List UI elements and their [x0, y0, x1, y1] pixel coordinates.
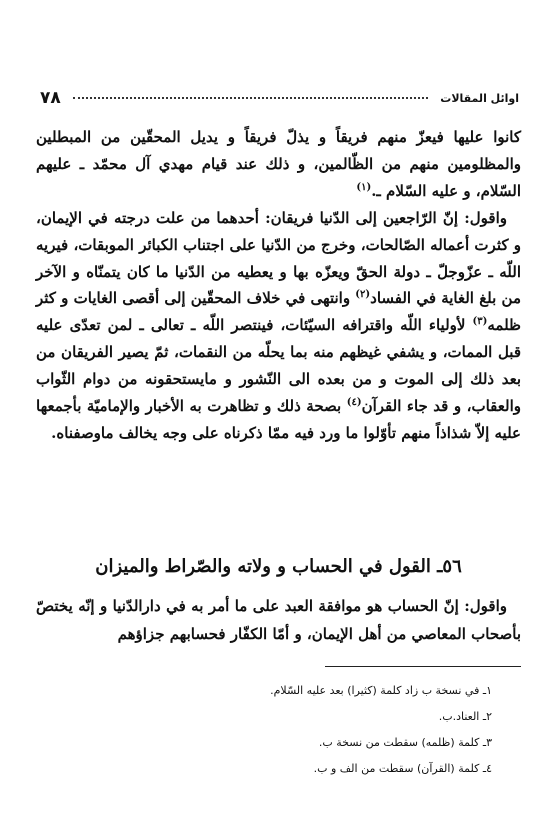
footnote-2: ٢ـ العناد.ب.: [438, 710, 492, 723]
footnote-4: ٤ـ كلمة (القرآن) سقطت من الف و ب.: [313, 762, 492, 775]
running-header: [40, 86, 519, 110]
footnote-ref-4: (٤): [346, 397, 362, 409]
footnote-ref-1: (١): [356, 181, 372, 193]
section-text: [36, 592, 521, 648]
paragraph-1-text: كانوا عليها فيعزّ منهم فريقاً و يذلّ فريقاً و يديل المحقّين من المبطلين والمظلومين منهم من الظّالمين، و ذلك عند قيام مهدي آل محمّد ـ عليهم السّلام، و عليه السّلام ـ.: [36, 128, 521, 200]
paragraph-2: [36, 205, 521, 447]
footnote-ref-2: (٢): [355, 289, 371, 301]
section-heading: ٥٦ـ القول في الحساب و ولاته والصّراط والميزان: [95, 556, 462, 577]
main-text: [36, 124, 521, 447]
paragraph-2-part-d: بصحة ذلك و تظاهرت به الأخبار والإماميّة بأجمعها عليه إلاّ شذاذاً منهم تأوّلوا ما ورد فيه ممّا ذكرناه على وجه يخالف ماوصفناه.: [36, 397, 521, 442]
paragraph-2-part-b: وانتهى في خلاف المحقّين إلى أقصى الغايات و كثر ظلمه: [36, 289, 521, 335]
header-dotted-leader: [73, 97, 429, 99]
running-title: اوائل المقالات: [440, 91, 519, 105]
footnotes: [40, 678, 492, 782]
footnote-1: ١ـ في نسخة ب زاد كلمة (كثيرا) بعد عليه السّلام.: [270, 684, 492, 697]
footnote-3: ٣ـ كلمة (ظلمه) سقطت من نسخة ب.: [318, 736, 492, 749]
paragraph-2-part-a: واقول: إنّ الرّاجعين إلى الدّنيا فريقان: أحدهما من علت درجته في الإيمان، و كثرت أعماله الصّالحات، وخرج من الدّنيا على اجتناب الكبائر الموبقات، فيريه اللّه ـ عزّوجلّ ـ دولة الحقّ ويعزّه بها و يعطيه من الدّنيا ما كان يتمنّاه و الآخر من بلغ الغاية في الفساد: [36, 208, 521, 308]
paragraph-2-part-c: لأولياء اللّه واقترافه السيّئات، فينتصر اللّه ـ تعالى ـ لمن تعدّى عليه قبل الممات، و يشفي غيظهم منه بما يحلّه من النقمات، ثمّ يصير الفريقان من بعد ذلك إلى الموت و من بعده الى النّشور و مايستحقونه من دوام الثّواب والعقاب، و قد جاء القرآن: [36, 316, 521, 416]
footnote-ref-3: (٣): [472, 316, 488, 328]
footnote-separator: [325, 666, 521, 667]
page-number: ٧٨: [40, 88, 61, 108]
paragraph-1: [36, 124, 521, 205]
section-paragraph: واقول: إنّ الحساب هو موافقة العبد على ما أمر به في دارالدّنيا و إنّه يختصّ بأصحاب المعاصي من أهل الإيمان، و أمّا الكفّار فحسابهم جزاؤهم: [36, 597, 521, 643]
